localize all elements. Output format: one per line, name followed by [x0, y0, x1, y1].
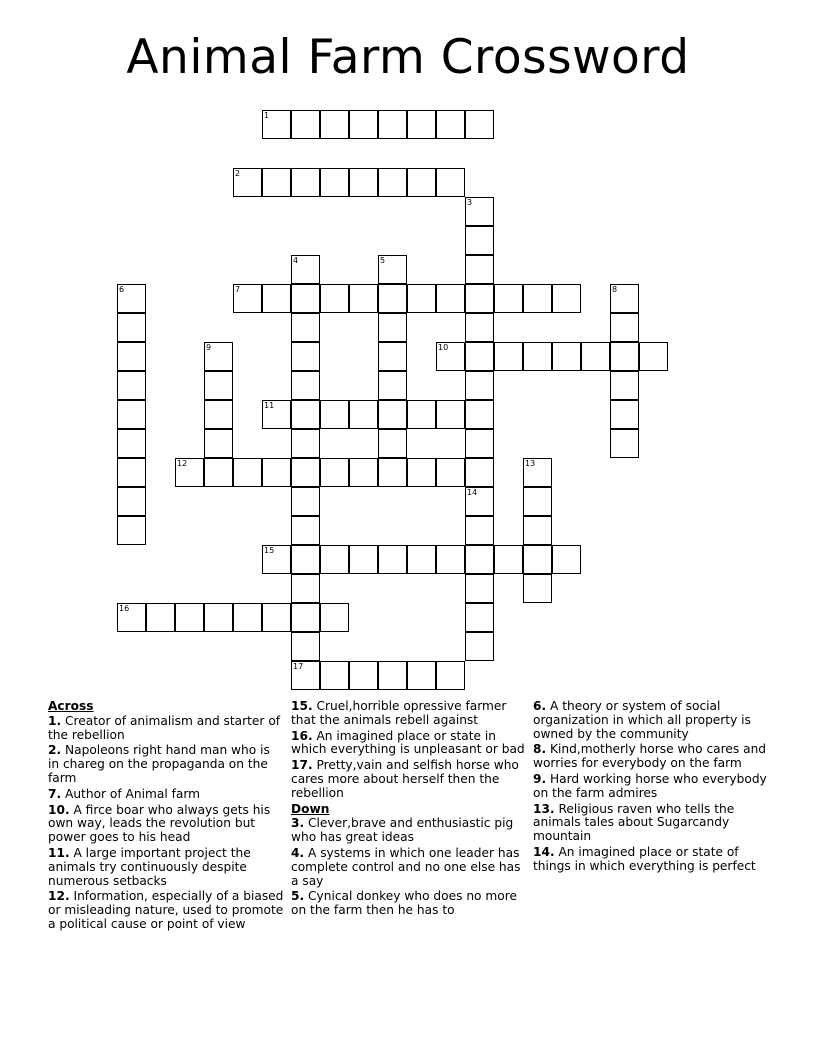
grid-cell[interactable]	[262, 603, 291, 632]
grid-cell[interactable]	[465, 371, 494, 400]
grid-cell[interactable]	[436, 400, 465, 429]
grid-cell[interactable]	[523, 284, 552, 313]
grid-cell[interactable]	[320, 400, 349, 429]
grid-cell[interactable]	[378, 458, 407, 487]
clue-across-2	[48, 744, 284, 785]
grid-cell[interactable]	[349, 110, 378, 139]
grid-cell[interactable]	[610, 429, 639, 458]
clue-number-label: 12	[177, 459, 188, 468]
grid-cell[interactable]	[291, 255, 320, 284]
grid-cell[interactable]	[349, 458, 378, 487]
clue-text: Information, especially of a biased or misleading nature, used to promote a political cause or point of view	[48, 889, 284, 931]
clue-down-4	[291, 847, 525, 888]
clue-text: A large important project the animals try continuously despite numerous setbacks	[48, 845, 251, 888]
grid-cell[interactable]	[349, 661, 378, 690]
grid-cell[interactable]	[291, 574, 320, 603]
grid-cell[interactable]	[146, 603, 175, 632]
clue-number-label: 9	[206, 343, 212, 352]
grid-cell[interactable]	[581, 342, 610, 371]
clue-text: Clever,brave and enthusiastic pig who has great ideas	[291, 816, 514, 845]
clue-text: Creator of animalism and starter of the rebellion	[48, 713, 281, 742]
grid-cell[interactable]	[407, 168, 436, 197]
grid-cell[interactable]	[465, 429, 494, 458]
clue-across-12	[48, 890, 284, 931]
clue-text: An imagined place or state of things in which everything is perfect	[533, 844, 756, 873]
grid-cell[interactable]	[349, 284, 378, 313]
grid-cell[interactable]	[349, 168, 378, 197]
clue-text: A firce boar who always gets his own way, leads the revolution but power goes to his head	[48, 802, 271, 845]
grid-cell[interactable]	[494, 284, 523, 313]
grid-cell[interactable]	[320, 284, 349, 313]
grid-cell[interactable]	[117, 487, 146, 516]
clue-text: Kind,motherly horse who cares and worries for everybody on the farm	[533, 742, 767, 771]
clue-number-label: 1	[264, 111, 270, 120]
grid-cell[interactable]	[436, 342, 465, 371]
clue-across-10	[48, 804, 284, 845]
grid-cell[interactable]	[523, 458, 552, 487]
clue-number: 10.	[48, 802, 70, 817]
grid-cell[interactable]	[291, 371, 320, 400]
clue-text: Hard working horse who everybody on the farm admires	[533, 771, 767, 800]
grid-cell[interactable]	[233, 284, 262, 313]
clue-number-label: 3	[467, 198, 473, 207]
grid-cell[interactable]	[117, 313, 146, 342]
grid-cell[interactable]	[465, 110, 494, 139]
clue-number: 7.	[48, 786, 62, 801]
grid-cell[interactable]	[262, 545, 291, 574]
grid-cell[interactable]	[494, 545, 523, 574]
grid-cell[interactable]	[233, 168, 262, 197]
grid-cell[interactable]	[465, 197, 494, 226]
across-heading: Across	[48, 699, 94, 713]
grid-cell[interactable]	[378, 110, 407, 139]
grid-cell[interactable]	[204, 429, 233, 458]
grid-cell[interactable]	[436, 545, 465, 574]
grid-cell[interactable]	[349, 400, 378, 429]
clue-number: 12.	[48, 889, 70, 904]
grid-cell[interactable]	[117, 603, 146, 632]
grid-cell[interactable]	[262, 110, 291, 139]
grid-cell[interactable]	[465, 400, 494, 429]
grid-cell[interactable]	[378, 661, 407, 690]
clue-number-label: 8	[612, 285, 618, 294]
grid-cell[interactable]	[320, 661, 349, 690]
clue-text: Cynical donkey who does no more on the farm then he has to	[291, 889, 517, 918]
clue-number: 11.	[48, 845, 70, 860]
grid-cell[interactable]	[262, 284, 291, 313]
grid-cell[interactable]	[378, 255, 407, 284]
clue-number-label: 10	[438, 343, 449, 352]
grid-cell[interactable]	[117, 429, 146, 458]
grid-cell[interactable]	[291, 313, 320, 342]
clue-number: 8.	[533, 742, 547, 757]
clue-number: 6.	[533, 699, 547, 713]
clue-text: Cruel,horrible opressive farmer that the animals rebell against	[291, 699, 507, 727]
clue-number-label: 6	[119, 285, 125, 294]
grid-cell[interactable]	[407, 458, 436, 487]
grid-cell[interactable]	[175, 458, 204, 487]
clue-down-8	[533, 743, 773, 771]
grid-cell[interactable]	[117, 516, 146, 545]
clue-text: Religious raven who tells the animals tales about Sugarcandy mountain	[533, 801, 735, 844]
clue-text: Author of Animal farm	[65, 786, 201, 801]
clue-across-11	[48, 847, 284, 888]
grid-cell[interactable]	[523, 487, 552, 516]
clue-text: Napoleons right hand man who is in chareg on the propaganda on the farm	[48, 743, 270, 785]
grid-cell[interactable]	[204, 371, 233, 400]
clue-number: 14.	[533, 844, 555, 859]
grid-cell[interactable]	[175, 603, 204, 632]
grid-cell[interactable]	[465, 458, 494, 487]
grid-cell[interactable]	[204, 342, 233, 371]
clue-number-label: 14	[467, 488, 478, 497]
grid-cell[interactable]	[233, 458, 262, 487]
clue-text: A systems in which one leader has complete control and no one else has a say	[291, 845, 521, 888]
grid-cell[interactable]	[378, 168, 407, 197]
clue-down-5	[291, 890, 525, 918]
grid-cell[interactable]	[407, 284, 436, 313]
clues-column-2	[291, 700, 525, 920]
clue-number: 9.	[533, 771, 547, 786]
grid-cell[interactable]	[291, 342, 320, 371]
grid-cell[interactable]	[465, 574, 494, 603]
clue-across-16	[291, 730, 525, 758]
grid-cell[interactable]	[436, 168, 465, 197]
grid-cell[interactable]	[262, 168, 291, 197]
clue-number: 17.	[291, 758, 313, 773]
clue-number: 13.	[533, 801, 555, 816]
clue-across-7	[48, 788, 284, 802]
grid-cell[interactable]	[291, 429, 320, 458]
grid-cell[interactable]	[465, 342, 494, 371]
grid-cell[interactable]	[465, 516, 494, 545]
grid-cell[interactable]	[436, 110, 465, 139]
clue-number-label: 2	[235, 169, 241, 178]
grid-cell[interactable]	[552, 545, 581, 574]
grid-cell[interactable]	[465, 632, 494, 661]
grid-cell[interactable]	[117, 458, 146, 487]
clues-column-3	[533, 700, 773, 876]
clue-text: A theory or system of social organization in which all property is owned by the community	[533, 699, 751, 741]
grid-cell[interactable]	[204, 603, 233, 632]
grid-cell[interactable]	[523, 342, 552, 371]
grid-cell[interactable]	[291, 284, 320, 313]
clue-number-label: 7	[235, 285, 241, 294]
grid-cell[interactable]	[494, 342, 523, 371]
grid-cell[interactable]	[349, 545, 378, 574]
grid-cell[interactable]	[378, 284, 407, 313]
clue-down-14	[533, 846, 773, 874]
clue-down-9	[533, 773, 773, 801]
grid-cell[interactable]	[552, 284, 581, 313]
clue-across-15	[291, 700, 525, 728]
grid-cell[interactable]	[465, 226, 494, 255]
grid-cell[interactable]	[320, 458, 349, 487]
page-title: Animal Farm Crossword	[126, 30, 690, 85]
grid-cell[interactable]	[262, 400, 291, 429]
grid-cell[interactable]	[291, 661, 320, 690]
clue-down-13	[533, 803, 773, 844]
clue-down-6	[533, 700, 773, 741]
clues-column-1	[48, 700, 284, 934]
grid-cell[interactable]	[117, 284, 146, 313]
grid-cell[interactable]	[639, 342, 668, 371]
grid-cell[interactable]	[610, 371, 639, 400]
clue-number-label: 13	[525, 459, 536, 468]
clue-across-1	[48, 715, 284, 743]
grid-cell[interactable]	[291, 458, 320, 487]
clue-number: 2.	[48, 743, 62, 758]
grid-cell[interactable]	[407, 545, 436, 574]
grid-cell[interactable]	[465, 545, 494, 574]
grid-cell[interactable]	[320, 545, 349, 574]
grid-cell[interactable]	[610, 284, 639, 313]
grid-cell[interactable]	[320, 110, 349, 139]
grid-cell[interactable]	[378, 313, 407, 342]
grid-cell[interactable]	[204, 458, 233, 487]
grid-cell[interactable]	[465, 313, 494, 342]
grid-cell[interactable]	[407, 110, 436, 139]
grid-cell[interactable]	[378, 545, 407, 574]
clue-number-label: 16	[119, 604, 130, 613]
clue-across-17	[291, 759, 525, 800]
grid-cell[interactable]	[233, 603, 262, 632]
grid-cell[interactable]	[291, 516, 320, 545]
grid-cell[interactable]	[465, 284, 494, 313]
grid-cell[interactable]	[407, 400, 436, 429]
clue-number: 3.	[291, 816, 305, 831]
grid-cell[interactable]	[291, 110, 320, 139]
clue-number: 16.	[291, 728, 313, 743]
grid-cell[interactable]	[436, 458, 465, 487]
grid-cell[interactable]	[378, 400, 407, 429]
clue-number-label: 4	[293, 256, 299, 265]
grid-cell[interactable]	[436, 284, 465, 313]
clue-down-3	[291, 817, 525, 845]
grid-cell[interactable]	[436, 661, 465, 690]
grid-cell[interactable]	[465, 487, 494, 516]
clue-number-label: 11	[264, 401, 275, 410]
grid-cell[interactable]	[291, 603, 320, 632]
grid-cell[interactable]	[117, 400, 146, 429]
grid-cell[interactable]	[378, 429, 407, 458]
grid-cell[interactable]	[262, 458, 291, 487]
clue-text: An imagined place or state in which everything is unpleasant or bad	[291, 728, 525, 757]
clue-number-label: 15	[264, 546, 275, 555]
grid-cell[interactable]	[610, 313, 639, 342]
grid-cell[interactable]	[204, 400, 233, 429]
grid-cell[interactable]	[523, 516, 552, 545]
grid-cell[interactable]	[465, 603, 494, 632]
grid-cell[interactable]	[378, 371, 407, 400]
down-heading: Down	[291, 801, 330, 816]
grid-cell[interactable]	[523, 545, 552, 574]
grid-cell[interactable]	[291, 545, 320, 574]
grid-cell[interactable]	[291, 632, 320, 661]
grid-cell[interactable]	[610, 400, 639, 429]
clue-number: 4.	[291, 845, 305, 860]
clue-number: 5.	[291, 889, 305, 904]
grid-cell[interactable]	[320, 603, 349, 632]
clue-text: Pretty,vain and selfish horse who cares more about herself then the rebellion	[291, 758, 519, 800]
grid-cell[interactable]	[291, 487, 320, 516]
grid-cell[interactable]	[378, 342, 407, 371]
grid-cell[interactable]	[523, 574, 552, 603]
grid-cell[interactable]	[117, 342, 146, 371]
grid-cell[interactable]	[610, 342, 639, 371]
clue-number: 1.	[48, 713, 62, 728]
grid-cell[interactable]	[465, 255, 494, 284]
grid-cell[interactable]	[552, 342, 581, 371]
grid-cell[interactable]	[291, 400, 320, 429]
clue-number-label: 17	[293, 662, 304, 671]
grid-cell[interactable]	[291, 168, 320, 197]
grid-cell[interactable]	[407, 661, 436, 690]
grid-cell[interactable]	[117, 371, 146, 400]
grid-cell[interactable]	[320, 168, 349, 197]
clue-number-label: 5	[380, 256, 386, 265]
clue-number: 15.	[291, 699, 313, 713]
